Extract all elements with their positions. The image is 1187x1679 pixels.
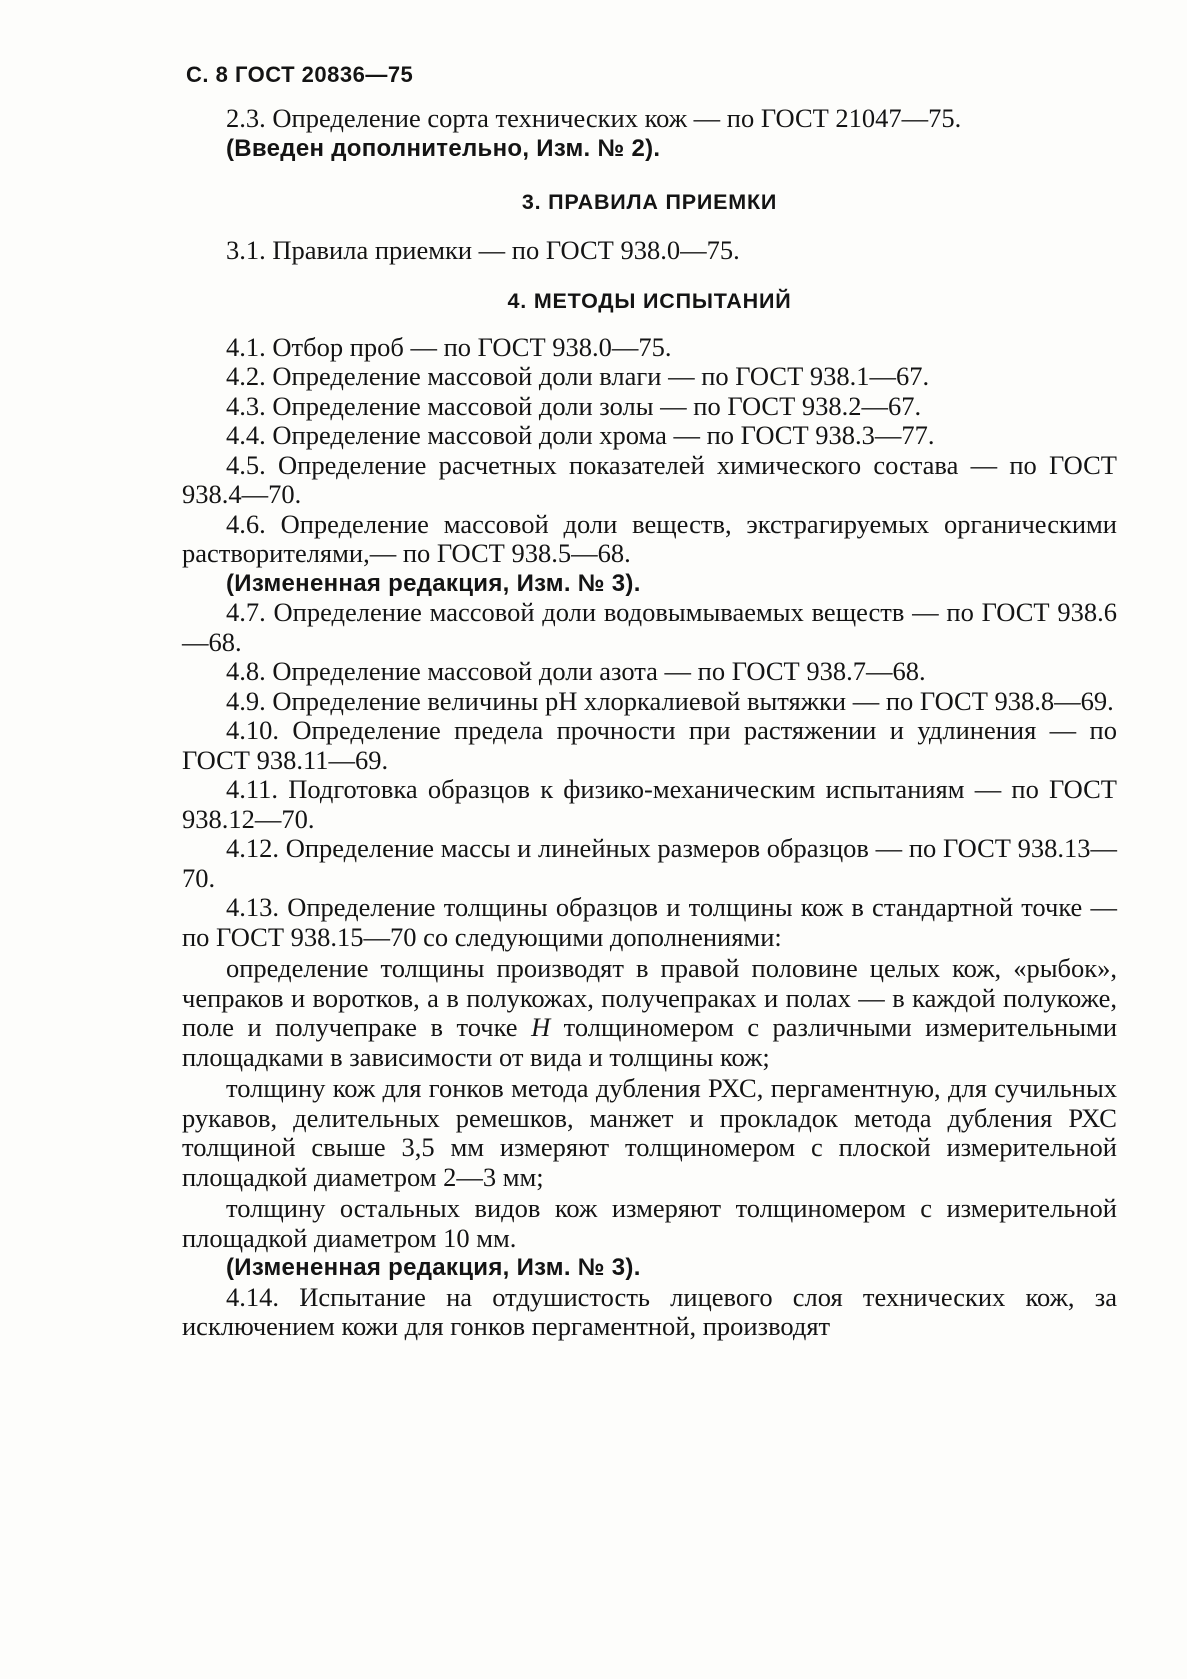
amendment-note: (Введен дополнительно, Изм. № 2).: [226, 134, 661, 162]
clause-4-5: 4.5. Определение расчетных показателей химического состава — по ГОСТ 938.4—70.: [182, 449, 1117, 509]
clause-4-13-addition-b: толщину кож для гонков метода дубления РХС, пергаментную, для сучильных рукавов, делительных ремешков, манжет и прокладок метода дубления РХС толщиной свыше 3,5 мм измеряют толщиномером с плоской измерительной площадкой диаметром 2—3 мм;: [182, 1073, 1117, 1192]
clause-2-3: 2.3. Определение сорта технических кож — по ГОСТ 21047—75.: [226, 103, 962, 133]
point-variable: Н: [531, 1012, 551, 1042]
clause-4-13-addition-a: [182, 954, 1117, 1072]
clause-4-1: 4.1. Отбор проб — по ГОСТ 938.0—75.: [226, 331, 672, 362]
clause-4-9: 4.9. Определение величины рН хлоркалиевой вытяжки — по ГОСТ 938.8—69.: [226, 685, 1114, 716]
clause-4-2: 4.2. Определение массовой доли влаги — по ГОСТ 938.1—67.: [226, 361, 930, 391]
page-header: С. 8 ГОСТ 20836—75: [186, 62, 414, 87]
clause-4-13-addition-c: толщину остальных видов кож измеряют толщиномером с измерительной площадкой диаметром 10 мм.: [182, 1193, 1117, 1253]
addition-a-text: определение толщины производят в правой половине целых кож, «рыбок», чепраков и воротков, а в полукожах, получепраках и полах — в каждой полукоже, поле и получепраке в точке: [182, 953, 1117, 1042]
clause-4-14: 4.14. Испытание на отдушистость лицевого слоя технических кож, за исключением кожи для гонков пергаментной, производят: [182, 1281, 1117, 1341]
clause-4-13: 4.13. Определение толщины образцов и толщины кож в стандартной точке — по ГОСТ 938.15—70 со следующими дополнениями:: [182, 892, 1117, 952]
clause-4-10: 4.10. Определение предела прочности при растяжении и удлинения — по ГОСТ 938.11—69.: [182, 715, 1117, 775]
addition-a-text-end: толщиномером с различными измерительными площадками в зависимости от вида и толщины кож;: [182, 1012, 1117, 1072]
clause-4-4: 4.4. Определение массовой доли хрома — по ГОСТ 938.3—77.: [226, 420, 935, 450]
clause-3-1: 3.1. Правила приемки — по ГОСТ 938.0—75.: [226, 234, 740, 265]
clause-4-8: 4.8. Определение массовой доли азота — по ГОСТ 938.7—68.: [226, 656, 926, 686]
section-heading: 4. МЕТОДЫ ИСПЫТАНИЙ: [507, 289, 792, 313]
amendment-note: (Измененная редакция, Изм. № 3).: [226, 1254, 641, 1281]
document-body: [182, 104, 1117, 1342]
clause-4-3: 4.3. Определение массовой доли золы — по ГОСТ 938.2—67.: [226, 390, 922, 421]
clause-4-7: 4.7. Определение массовой доли водовымываемых веществ — по ГОСТ 938.6—68.: [182, 597, 1117, 657]
amendment-note: (Измененная редакция, Изм. № 3).: [226, 569, 641, 597]
clause-4-12: 4.12. Определение массы и линейных размеров образцов — по ГОСТ 938.13—70.: [182, 833, 1117, 893]
section-heading: 3. ПРАВИЛА ПРИЕМКИ: [521, 190, 778, 214]
clause-4-6: 4.6. Определение массовой доли веществ, экстрагируемых органическими растворителями,— по ГОСТ 938.5—68.: [182, 508, 1117, 568]
clause-4-11: 4.11. Подготовка образцов к физико-механическим испытаниям — по ГОСТ 938.12—70.: [182, 774, 1117, 834]
